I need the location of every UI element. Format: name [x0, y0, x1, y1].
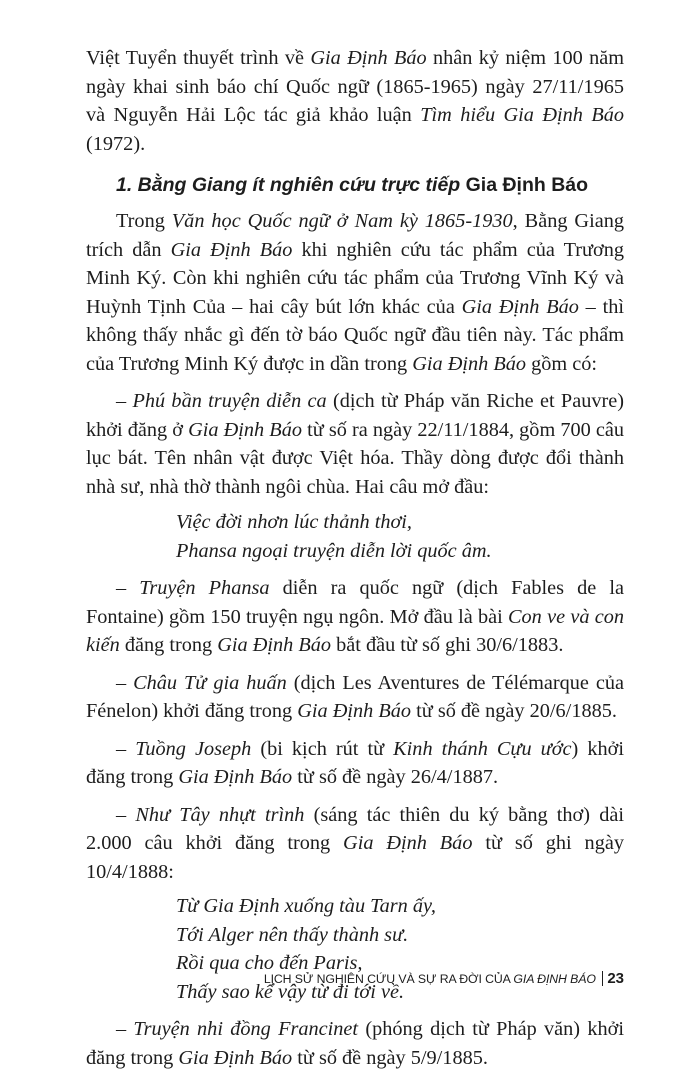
work-text: (dịch từ Pháp văn Riche et Pauvre) khởi đăng ở [86, 390, 625, 441]
verse-block-2 [176, 892, 624, 1006]
running-title-text: LỊCH SỬ NGHIÊN CỨU VÀ SỰ RA ĐỜI CỦA [263, 971, 514, 986]
intro-title: Gia Định Báo [310, 47, 427, 69]
work-item-4 [86, 735, 624, 792]
work-paper-title: Gia Định Báo [343, 832, 473, 854]
work-dash: – [116, 803, 136, 826]
paragraph-title: Gia Định Báo [170, 238, 293, 261]
paragraph-text: khi nghiên cứu tác phẩm của Trương Minh Ký. Còn khi nghiên cứu tác phẩm của Trương Vĩnh Ký và Huỳnh Tịnh Của – hai cây bút lớn khác của [86, 238, 625, 318]
work-title: Kinh thánh Cựu ước [393, 737, 572, 760]
paragraph-title: Văn học Quốc ngữ ở Nam kỳ 1865-1930 [171, 210, 513, 232]
work-paper-title: Gia Định Báo [188, 418, 302, 441]
work-title: Như Tây nhựt trình [135, 803, 305, 826]
work-item-3 [86, 669, 624, 726]
intro-paragraph [86, 44, 624, 158]
paragraph-text: , Bằng Giang trích dẫn [86, 210, 624, 261]
page-number: 23 [607, 970, 624, 987]
page-footer [264, 970, 624, 987]
intro-text: nhân kỷ niệm 100 năm ngày khai sinh báo chí Quốc ngữ (1865-1965) ngày 27/11/1965 và Nguyễn Hải Lộc tác giả khảo luận [86, 47, 625, 126]
work-text: từ số đề ngày 5/9/1885. [292, 1046, 488, 1069]
work-dash: – [116, 737, 136, 760]
intro-title: Tìm hiểu Gia Định Báo [420, 104, 624, 126]
work-dash: – [116, 671, 134, 694]
work-paper-title: Gia Định Báo [178, 1046, 293, 1069]
work-title: Truyện Phansa [139, 577, 270, 599]
work-paper-title: Gia Định Báo [178, 766, 293, 788]
work-title: Châu Tử gia huấn [133, 671, 287, 694]
work-paper-title: Gia Định Báo [297, 700, 412, 722]
work-item-5 [86, 801, 624, 887]
page-body [86, 44, 624, 1072]
work-title: Truyện nhi đồng Francinet [133, 1018, 359, 1040]
work-item-6 [86, 1015, 624, 1072]
work-text: từ số đề ngày 20/6/1885. [411, 700, 617, 722]
work-text: bắt đầu từ số ghi 30/6/1883. [331, 634, 564, 656]
work-paper-title: Gia Định Báo [217, 634, 332, 656]
verse-block-1 [176, 508, 624, 565]
section-heading [86, 171, 624, 199]
paragraph-1 [86, 207, 624, 378]
paragraph-text: – thì không thấy nhắc gì đến tờ báo Quốc ngữ đầu tiên này. Tác phẩm của Trương Minh Ký được in dần trong [86, 295, 624, 375]
intro-text: Việt Tuyển thuyết trình về [86, 47, 311, 69]
work-item-2 [86, 574, 624, 660]
verse-line: Phansa ngoại truyện diễn lời quốc âm. [176, 539, 492, 562]
verse-line: Từ Gia Định xuống tàu Tarn ấy, [176, 895, 436, 917]
work-text: (sáng tác thiên du ký bằng thơ) dài 2.000 câu khởi đăng trong [86, 803, 624, 854]
paragraph-text: gồm có: [526, 352, 598, 375]
work-text: từ số ghi ngày 10/4/1888: [86, 832, 624, 883]
work-text: từ số ra ngày 22/11/1884, gồm 700 câu lục bát. Tên nhân vật được Việt hóa. Thầy dòng được đổi thành nhà sư, nhà thờ thành ngôi chùa. Hai câu mở đầu: [86, 418, 624, 498]
work-text: (dịch Les Aventures de Télémarque của Fénelon) khởi đăng trong [86, 671, 624, 722]
work-text: (phóng dịch từ Pháp văn) khởi đăng trong [86, 1018, 624, 1069]
work-text: (bi kịch rút từ [251, 737, 394, 760]
verse-line: Tới Alger nên thấy thành sư. [176, 923, 409, 946]
work-text: đăng trong [119, 634, 218, 656]
footer-divider [602, 971, 604, 986]
running-title-italic: GIA ĐỊNH BÁO [513, 971, 596, 986]
paragraph-text: Trong [116, 210, 172, 232]
verse-line: Thấy sao kể vậy từ đi tới về. [176, 980, 405, 1003]
section-heading-subject: Gia Định Báo [460, 174, 589, 196]
work-title: Phú bần truyện diễn ca [132, 390, 327, 412]
work-dash: – [116, 390, 133, 412]
paragraph-title: Gia Định Báo [412, 352, 527, 375]
paragraph-title: Gia Định Báo [461, 295, 579, 318]
work-dash: – [116, 577, 140, 599]
work-text: từ số đề ngày 26/4/1887. [292, 766, 499, 788]
section-heading-text: 1. Bằng Giang ít nghiên cứu trực tiếp [116, 174, 461, 196]
work-title: Con ve và con kiến [86, 605, 624, 656]
work-dash: – [116, 1018, 134, 1040]
verse-line: Việc đời nhơn lúc thảnh thơi, [176, 511, 412, 533]
work-text: diễn ra quốc ngữ (dịch Fables de la Fontaine) gồm 150 truyện ngụ ngôn. Mở đầu là bài [86, 577, 624, 628]
work-title: Tuồng Joseph [135, 737, 252, 760]
work-text: ) khởi đăng trong [86, 737, 624, 788]
running-title [264, 972, 596, 986]
intro-text: (1972). [86, 132, 146, 155]
verse-line: Rồi qua cho đến Paris, [176, 952, 363, 974]
work-item-1 [86, 387, 624, 501]
